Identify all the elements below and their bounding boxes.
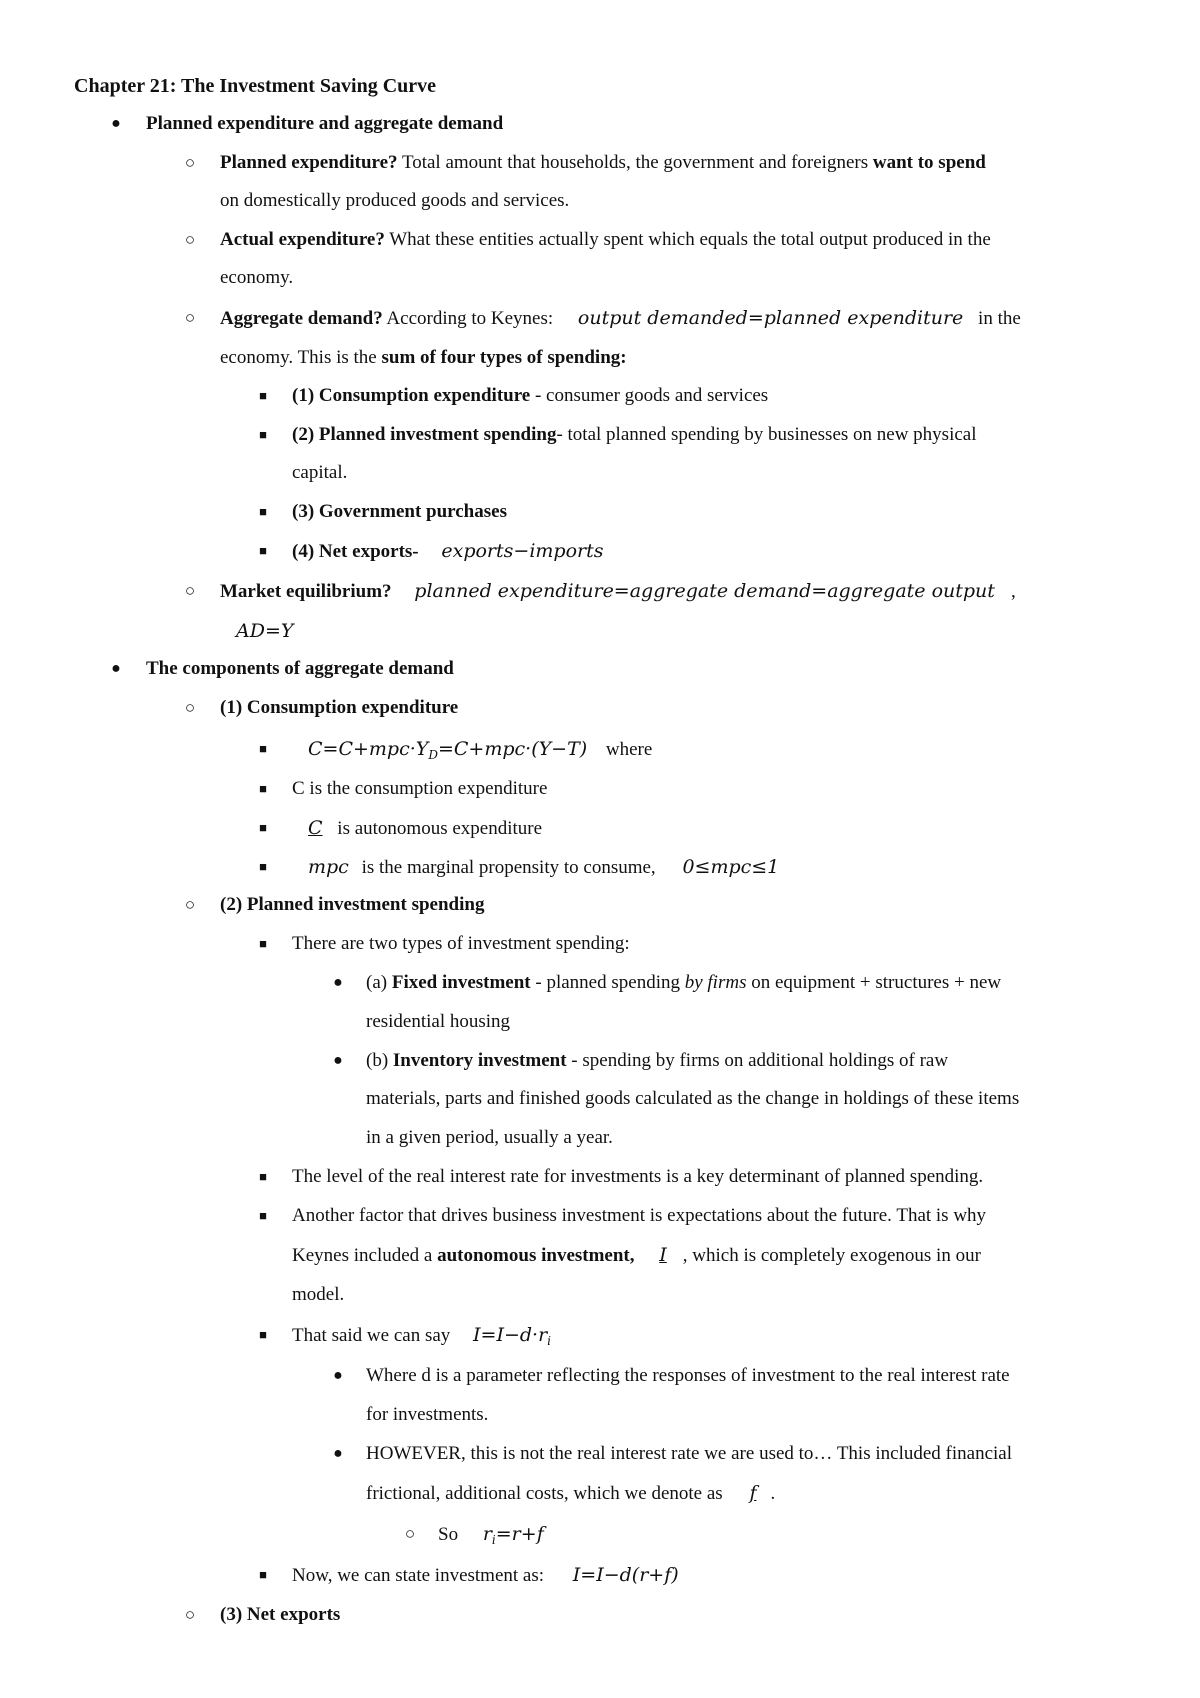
bullet-disc: ● xyxy=(333,1052,343,1069)
bullet-circle: ○ xyxy=(404,1524,416,1543)
actual-expenditure-cont: economy. xyxy=(220,267,294,288)
aggregate-demand-cont: economy. This is the sum of four types of spending: xyxy=(220,347,627,368)
interest-rate-line: The level of the real interest rate for investments is a key determinant of planned spending. xyxy=(292,1166,984,1187)
bullet-square: ■ xyxy=(259,936,267,951)
bullet-square: ■ xyxy=(259,543,267,558)
parameter-d-cont: for investments. xyxy=(366,1404,489,1425)
fixed-investment-cont: residential housing xyxy=(366,1011,511,1032)
bullet-square: ■ xyxy=(259,859,267,874)
bullet-square: ■ xyxy=(259,741,267,756)
final-investment-formula: I=I−d(r+f) xyxy=(572,1564,679,1586)
bullet-circle: ○ xyxy=(184,698,196,717)
section-heading: Planned expenditure and aggregate demand xyxy=(146,113,504,134)
equilibrium-formula: planned expenditure=aggregate demand=aggregate output xyxy=(414,580,995,602)
so-line: So $r_i=r+f$ xyxy=(438,1523,544,1547)
autonomous-investment-line: Keynes included a autonomous investment, I , which is completely exogenous in our xyxy=(292,1244,981,1266)
bullet-circle: ○ xyxy=(184,581,196,600)
bullet-square: ■ xyxy=(259,1169,267,1184)
spending-item-4: (4) Net exports- exports−imports xyxy=(292,540,604,562)
actual-expenditure-line: Actual expenditure? What these entities actually spent which equals the total output produced in the xyxy=(220,229,991,250)
bullet-square: ■ xyxy=(259,427,267,442)
bullet-circle: ○ xyxy=(184,895,196,914)
investment-statement-line: Now, we can state investment as: I=I−d(r+f) xyxy=(292,1564,679,1586)
net-exports-heading: (3) Net exports xyxy=(220,1604,341,1625)
bullet-square: ■ xyxy=(259,1208,267,1223)
bullet-square: ■ xyxy=(259,1567,267,1582)
inventory-investment-cont-2: in a given period, usually a year. xyxy=(366,1127,613,1148)
planned-expenditure-line: Planned expenditure? Total amount that households, the government and foreigners want to spend xyxy=(220,152,986,173)
chapter-title: Chapter 21: The Investment Saving Curve xyxy=(74,75,437,97)
however-line: HOWEVER, this is not the real interest rate we are used to… This included financial xyxy=(366,1443,1012,1464)
equilibrium-formula-2: AD=Y xyxy=(236,620,294,642)
however-cont: frictional, additional costs, which we denote as f . xyxy=(366,1482,776,1504)
aggregate-demand-line: Aggregate demand? According to Keynes: output demanded=planned expenditure in the xyxy=(220,307,1021,329)
bullet-circle: ○ xyxy=(184,308,196,327)
investment-formula: $I=I-d\cdot r_i$ xyxy=(473,1324,552,1348)
expectations-line: Another factor that drives business investment is expectations about the future. That is why xyxy=(292,1205,987,1226)
expectations-cont: model. xyxy=(292,1284,345,1305)
planned-expenditure-cont: on domestically produced goods and services. xyxy=(220,190,570,211)
bullet-square: ■ xyxy=(259,388,267,403)
fixed-investment-line: (a) Fixed investment - planned spending by firms on equipment + structures + new xyxy=(366,972,1002,993)
bullet-circle: ○ xyxy=(184,153,196,172)
consumption-formula: $C=C+mpc\cdot Y_D=C+mpc\cdot(Y-T)$ xyxy=(308,738,588,762)
inventory-investment-line: (b) Inventory investment - spending by firms on additional holdings of raw xyxy=(366,1050,949,1071)
bullet-circle: ○ xyxy=(184,1605,196,1624)
spending-item-1: (1) Consumption expenditure - consumer goods and services xyxy=(292,385,769,406)
bullet-disc: ● xyxy=(111,115,121,132)
consumption-formula-line: $C=C+mpc\cdot Y_D=C+mpc\cdot(Y-T)$ where xyxy=(308,738,653,762)
spending-item-2: (2) Planned investment spending- total planned spending by businesses on new physical xyxy=(292,424,977,445)
bullet-square: ■ xyxy=(259,781,267,796)
consumption-def-2: C is autonomous expenditure xyxy=(308,817,543,839)
market-equilibrium-line: Market equilibrium? planned expenditure=aggregate demand=aggregate output , xyxy=(220,580,1016,602)
ad-formula: output demanded=planned expenditure xyxy=(577,307,964,329)
bullet-circle: ○ xyxy=(184,230,196,249)
bullet-disc: ● xyxy=(333,1367,343,1384)
investment-equation-line: That said we can say $I=I-d\cdot r_i$ xyxy=(292,1324,552,1348)
spending-item-2-cont: capital. xyxy=(292,462,348,483)
inventory-investment-cont-1: materials, parts and finished goods calculated as the change in holdings of these items xyxy=(366,1088,1020,1109)
consumption-def-3: mpc is the marginal propensity to consume, 0≤mpc≤1 xyxy=(308,856,780,878)
bullet-disc: ● xyxy=(111,660,121,677)
interest-formula: $r_i=r+f$ xyxy=(482,1523,544,1547)
spending-item-3: (3) Government purchases xyxy=(292,501,507,522)
bullet-square: ■ xyxy=(259,504,267,519)
bullet-square: ■ xyxy=(259,820,267,835)
consumption-def-1: C is the consumption expenditure xyxy=(292,778,548,799)
bullet-disc: ● xyxy=(333,1445,343,1462)
bullet-square: ■ xyxy=(259,1327,267,1342)
investment-heading: (2) Planned investment spending xyxy=(220,894,485,915)
net-exports-formula: exports−imports xyxy=(441,540,604,562)
parameter-d-line: Where d is a parameter reflecting the responses of investment to the real interest rate xyxy=(366,1365,1010,1386)
bullet-disc: ● xyxy=(333,974,343,991)
section-heading: The components of aggregate demand xyxy=(146,658,454,679)
investment-types: There are two types of investment spending: xyxy=(292,933,630,954)
consumption-heading: (1) Consumption expenditure xyxy=(220,697,459,718)
